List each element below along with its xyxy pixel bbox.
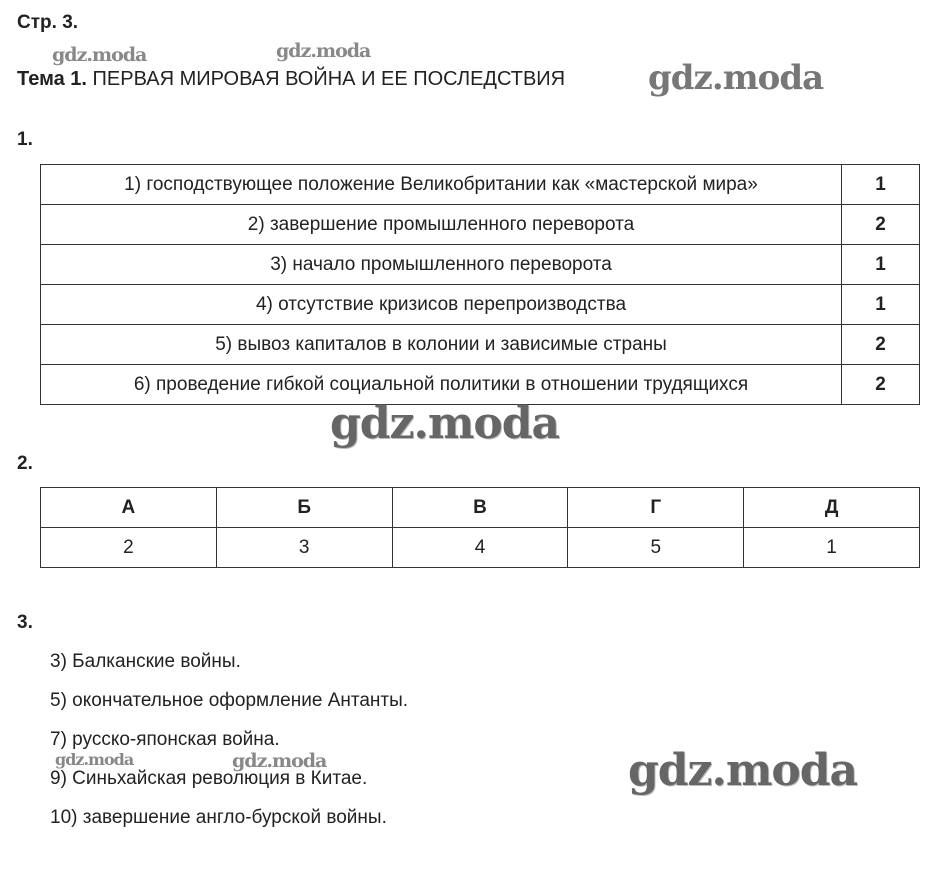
watermark: gdz.moda (648, 58, 824, 98)
watermark: gdz.moda (276, 40, 371, 62)
header-cell: А (41, 488, 217, 528)
watermark: gdz.moda (330, 398, 560, 449)
header-cell: В (392, 488, 568, 528)
header-cell: Д (744, 488, 920, 528)
task2-number: 2. (17, 453, 33, 474)
topic-prefix: Тема 1. (17, 68, 87, 90)
watermark: gdz.moda (232, 750, 327, 772)
statement-cell: 4) отсутствие кризисов перепроизводства (41, 285, 842, 325)
topic-text: ПЕРВАЯ МИРОВАЯ ВОЙНА И ЕЕ ПОСЛЕДСТВИЯ (92, 68, 566, 90)
task1-number: 1. (17, 129, 33, 150)
list-item: 7) русско-японская война. (50, 729, 280, 750)
table-row (41, 285, 920, 325)
watermark: gdz.moda (52, 44, 147, 66)
table-row (41, 245, 920, 285)
header-cell: Б (216, 488, 392, 528)
answer-cell: 1 (842, 165, 920, 205)
topic-title (17, 68, 565, 91)
statement-cell: 6) проведение гибкой социальной политики в отношении трудящихся (41, 365, 842, 405)
watermark: gdz.moda (628, 745, 858, 796)
answer-cell: 2 (842, 205, 920, 245)
list-item: 9) Синьхайская революция в Китае. (50, 768, 368, 789)
table-header-row (41, 488, 920, 528)
value-cell: 2 (41, 528, 217, 568)
page-label: Стр. 3. (17, 12, 79, 33)
list-item: 10) завершение англо-бурской войны. (50, 807, 387, 828)
list-item: 5) окончательное оформление Антанты. (50, 690, 409, 711)
answer-cell: 2 (842, 365, 920, 405)
answer-cell: 2 (842, 325, 920, 365)
table-row (41, 325, 920, 365)
value-cell: 3 (216, 528, 392, 568)
watermark: gdz.moda (55, 750, 134, 769)
answer-cell: 1 (842, 245, 920, 285)
table-row (41, 205, 920, 245)
statement-cell: 1) господствующее положение Великобритании как «мастерской мира» (41, 165, 842, 205)
answer-cell: 1 (842, 285, 920, 325)
value-cell: 1 (744, 528, 920, 568)
value-cell: 5 (568, 528, 744, 568)
header-cell: Г (568, 488, 744, 528)
task2-table (40, 487, 920, 568)
statement-cell: 5) вывоз капиталов в колонии и зависимые страны (41, 325, 842, 365)
list-item: 3) Балканские войны. (50, 651, 241, 672)
value-cell: 4 (392, 528, 568, 568)
statement-cell: 2) завершение промышленного переворота (41, 205, 842, 245)
task3-number: 3. (17, 612, 33, 633)
table-row (41, 165, 920, 205)
task1-table (40, 164, 920, 405)
table-row (41, 528, 920, 568)
statement-cell: 3) начало промышленного переворота (41, 245, 842, 285)
